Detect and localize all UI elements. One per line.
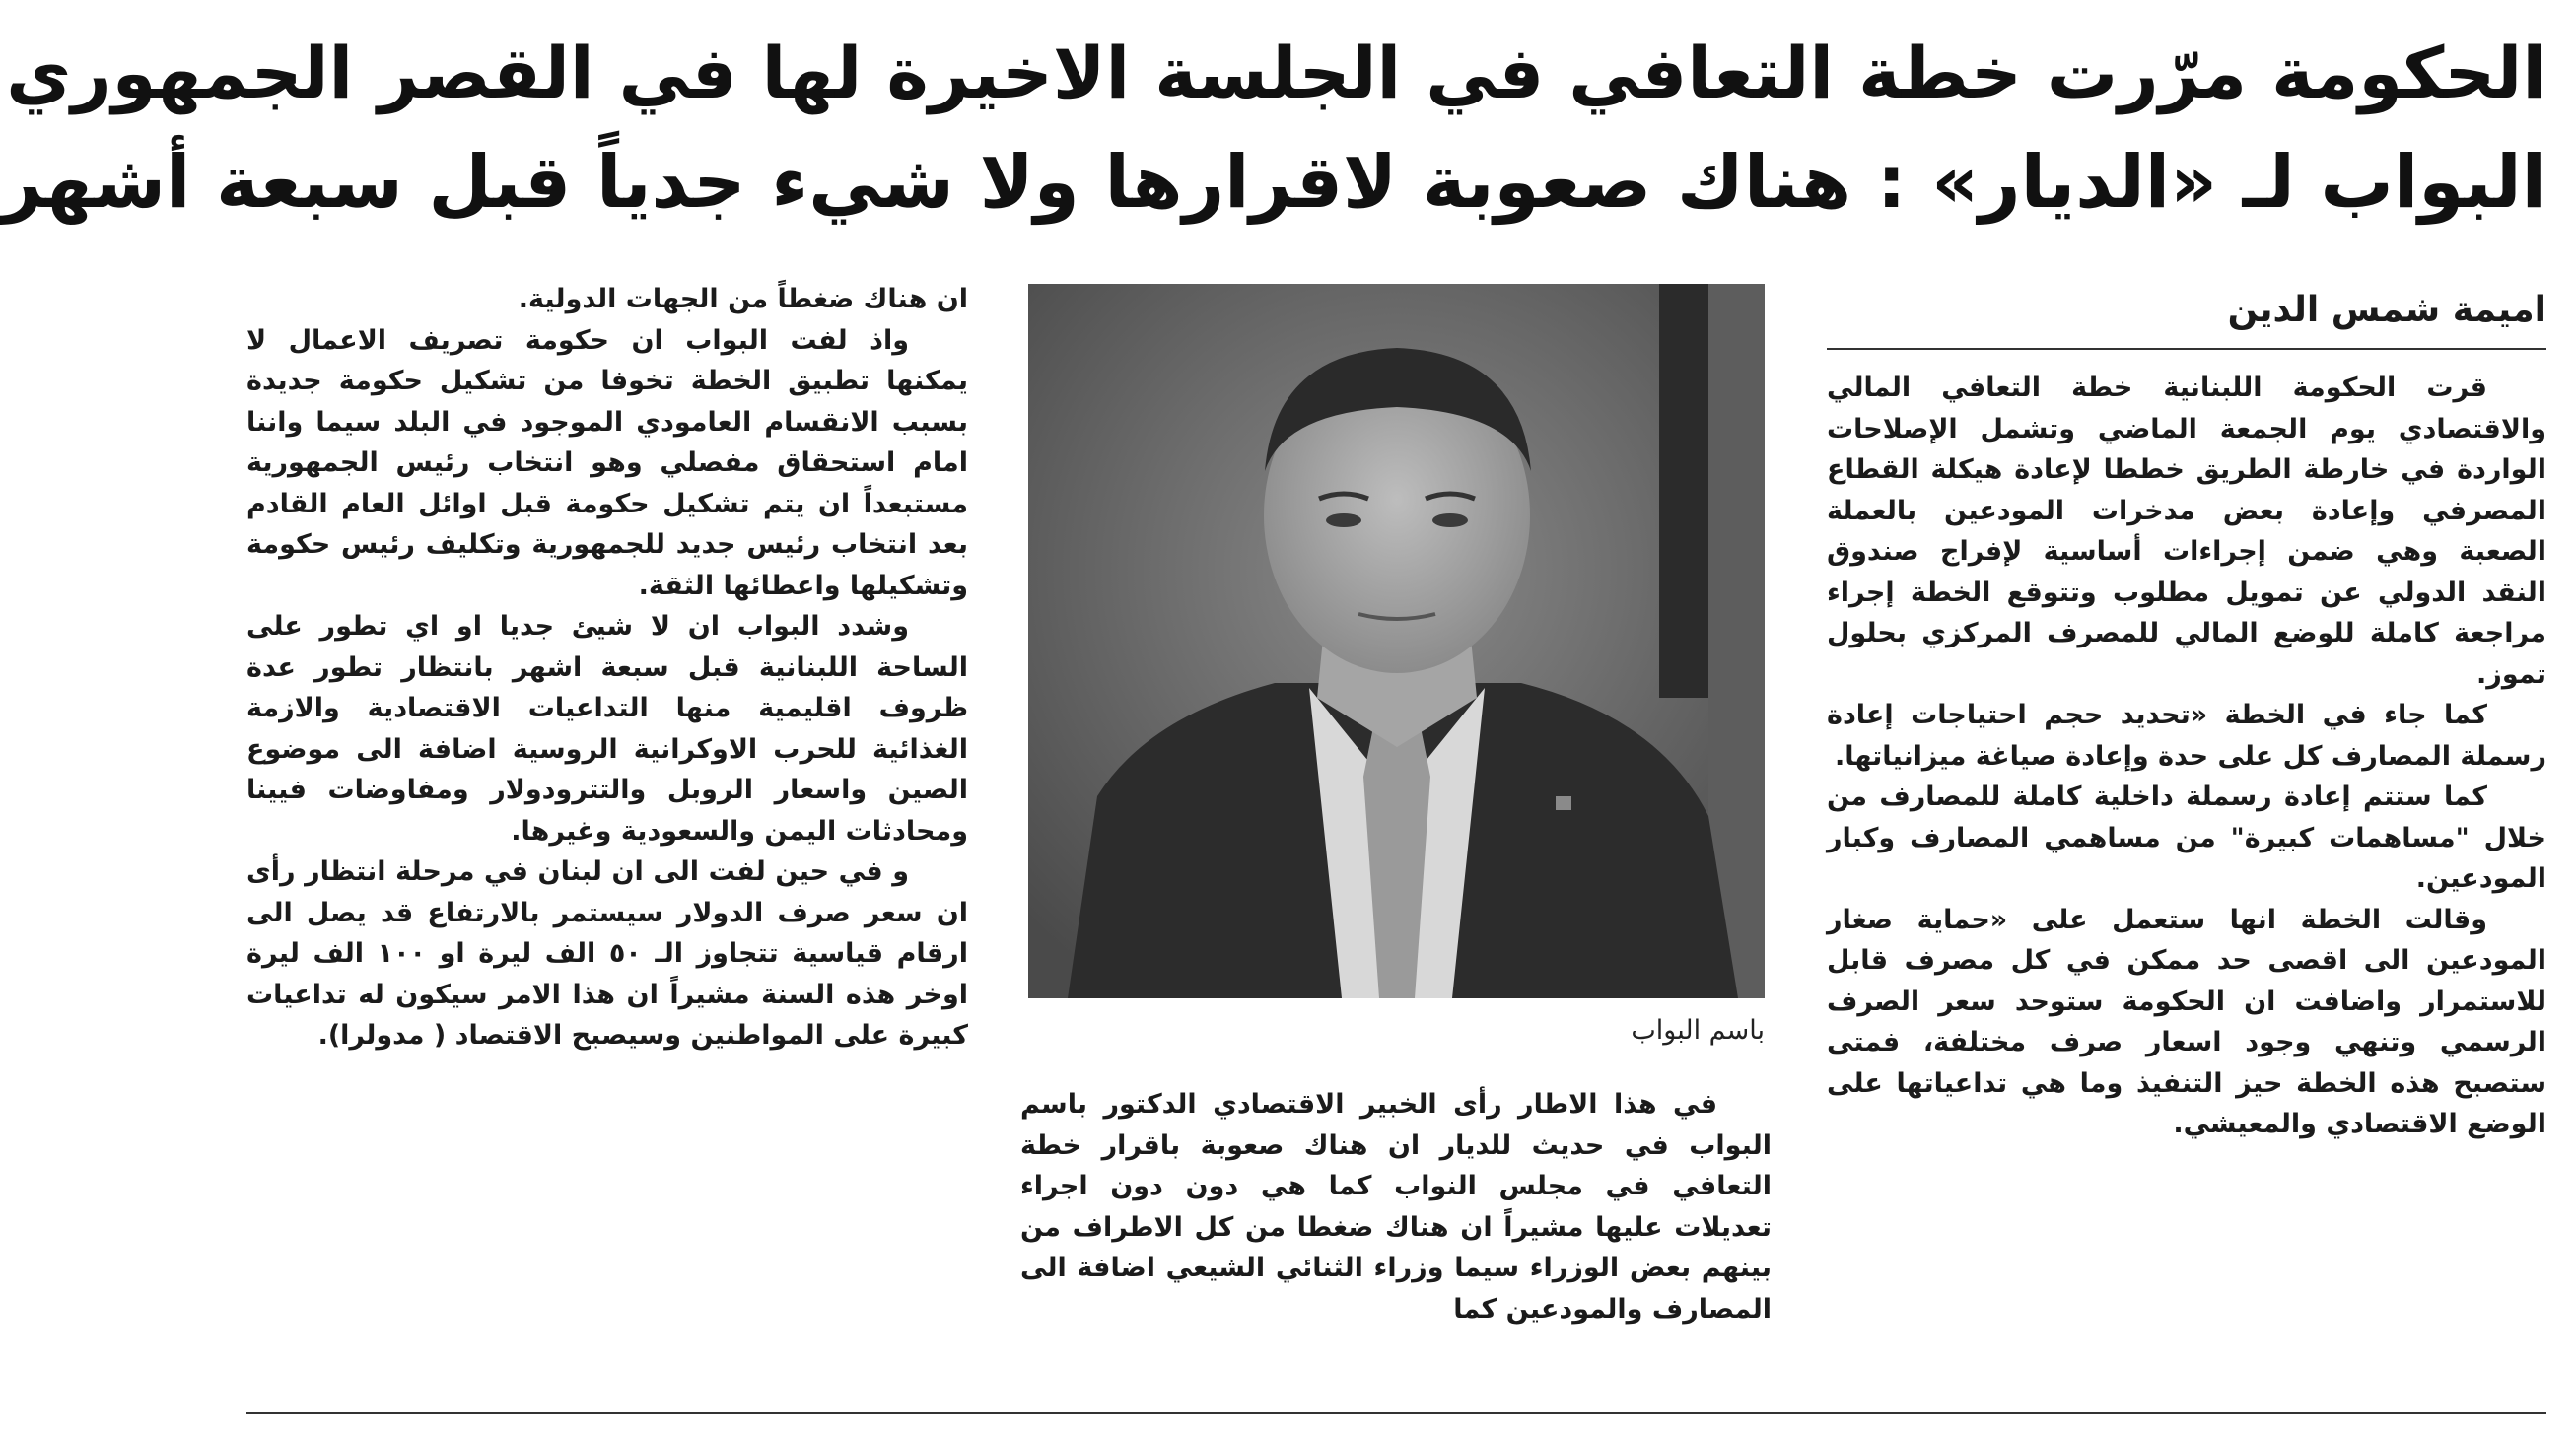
article-paragraph: في هذا الاطار رأى الخبير الاقتصادي الدكتور باسم البواب في حديث للديار ان هناك صعوبة باقرار خطة التعافي في مجلس النواب كما هي دون دون اجراء تعديلات عليها مشيراً ان هناك ضغطا من كل الاطراف من بينهم بعض الوزراء سيما وزراء الثنائي الشيعي اضافة الى المصارف والمودعين كما [1020,1089,1772,1325]
article-column-right [1827,279,2546,1145]
article-paragraph: وقالت الخطة انها ستعمل على «حماية صغار المودعين الى اقصى حد ممكن في كل مصرف قابل للاستمرار واضافت ان الحكومة ستوحد سعر الصرف الرسمي وتنهي وجود اسعار صرف مختلفة، فمتى ستصبح هذه الخطة حيز التنفيذ وما هي تداعياتها على الوضع الاقتصادي والمعيشي. [1827,904,2546,1139]
portrait-illustration [1028,284,1765,998]
headline-sub: البواب لـ «الديار» : هناك صعوبة لاقرارها ولا شيء جدياً قبل سبعة أشهر [0,140,2546,225]
article-paragraph: واذ لفت البواب ان حكومة تصريف الاعمال لا يمكنها تطبيق الخطة تخوفا من تشكيل حكومة جديدة بسبب الانقسام العامودي الموجود في البلد سيما واننا امام استحقاق مفصلي وهو انتخاب رئيس الجمهورية مستبعداً ان يتم تشكيل حكومة قبل اوائل العام القادم بعد انتخاب رئيس جديد للجمهورية وتكليف رئيس حكومة وتشكيلها واعطائها الثقة. [246,324,968,601]
bottom-rule [246,1412,2546,1414]
headline-main: الحكومة مرّرت خطة التعافي في الجلسة الاخيرة لها في القصر الجمهوري [6,32,2546,114]
article-column-middle [1020,1084,1772,1329]
article-paragraph: قرت الحكومة اللبنانية خطة التعافي المالي والاقتصادي يوم الجمعة الماضي وتشمل الإصلاحات الواردة في خارطة الطريق خططا لإعادة هيكلة القطاع المصرفي وإعادة بعض مدخرات المودعين بالعملة الصعبة وهي ضمن إجراءات أساسية لإفراج صندوق النقد الدولي عن تمويل مطلوب وتتوقع الخطة إجراء مراجعة كاملة للوضع المالي للمصرف المركزي بحلول تموز. [1827,373,2546,690]
article-paragraph: كما ستتم إعادة رسملة داخلية كاملة للمصارف من خلال "مساهمات كبيرة" من مساهمي المصارف وكبار المودعين. [1827,782,2546,894]
author-byline: اميمة شمس الدين [1827,287,2546,350]
article-paragraph: وشدد البواب ان لا شيئ جديا او اي تطور على الساحة اللبنانية قبل سبعة اشهر بانتظار تطور عدة ظروف اقليمية منها التداعيات الاقتصادية والازمة الغذائية للحرب الاوكرانية الروسية اضافة الى موضوع الصين واسعار الروبل والتترودولار ومفاوضات فيينا ومحادثات اليمن والسعودية وغيرها. [246,611,968,847]
article-column-left [246,279,968,1056]
article-paragraph: كما جاء في الخطة «تحديد حجم احتياجات إعادة رسملة المصارف كل على حدة وإعادة صياغة ميزانياتها. [1827,700,2546,772]
article-paragraph: ان هناك ضغطاً من الجهات الدولية. [518,284,968,314]
article-paragraph: و في حين لفت الى ان لبنان في مرحلة انتظار رأى ان سعر صرف الدولار سيستمر بالارتفاع قد يصل الى ارقام قياسية تتجاوز الـ ٥٠ الف ليرة او ١٠٠ الف ليرة اوخر هذه السنة مشيراً ان هذا الامر سيكون له تداعيات كبيرة على المواطنين وسيصبح الاقتصاد ( مدولرا). [246,856,968,1051]
portrait-photo [1028,284,1765,998]
photo-caption: باسم البواب [1631,1015,1765,1046]
